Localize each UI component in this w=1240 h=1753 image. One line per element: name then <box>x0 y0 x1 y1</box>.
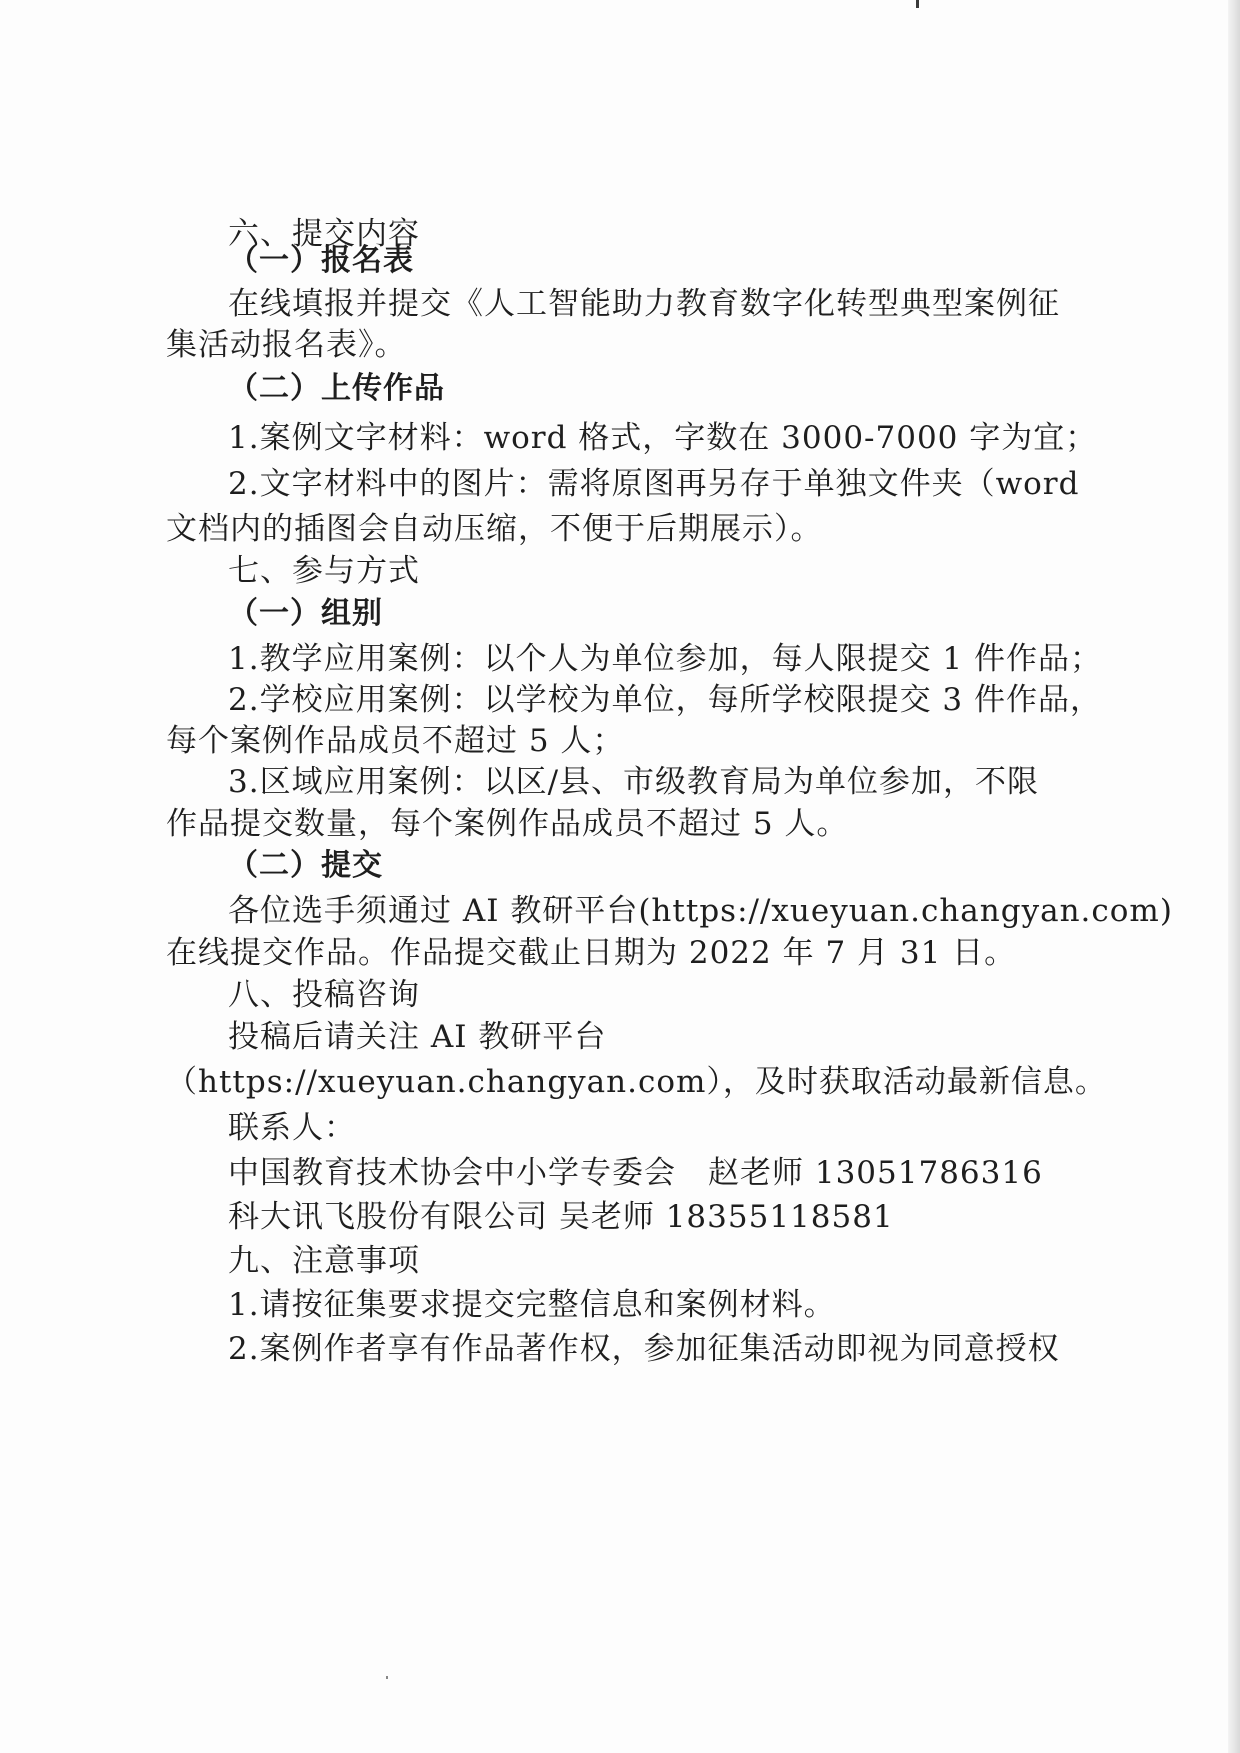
subheading-registration: （一）报名表 <box>228 243 414 278</box>
subheading-groups: （一）组别 <box>228 596 383 631</box>
scan-mark <box>916 0 919 8</box>
paragraph-line: 在线提交作品。作品提交截止日期为 2022 年 7 月 31 日。 <box>166 935 1017 971</box>
contact-label: 联系人： <box>228 1110 356 1146</box>
paragraph-line: 集活动报名表》。 <box>166 327 407 363</box>
contact-line: 科大讯飞股份有限公司 吴老师 18355118581 <box>228 1199 894 1235</box>
list-item: 1.教学应用案例：以个人为单位参加，每人限提交 1 件作品； <box>228 641 1103 677</box>
list-item: 2.案例作者享有作品著作权，参加征集活动即视为同意授权 <box>228 1331 1060 1367</box>
section-heading-9: 九、注意事项 <box>228 1243 420 1279</box>
paragraph-line: 投稿后请关注 AI 教研平台 <box>228 1019 607 1055</box>
paragraph-line: 各位选手须通过 AI 教研平台(https://xueyuan.changyan.com) <box>228 893 1173 929</box>
contact-line: 中国教育技术协会中小学专委会 赵老师 13051786316 <box>228 1155 1043 1191</box>
scan-speck <box>386 1676 388 1679</box>
paragraph-line: 每个案例作品成员不超过 5 人； <box>166 723 625 759</box>
section-heading-7: 七、参与方式 <box>228 553 420 589</box>
paragraph-line: 作品提交数量，每个案例作品成员不超过 5 人。 <box>166 806 849 842</box>
paragraph-line: 文档内的插图会自动压缩，不便于后期展示）。 <box>166 511 823 547</box>
list-item: 3.区域应用案例：以区/县、市级教育局为单位参加，不限 <box>228 764 1040 800</box>
paragraph-line: （https://xueyuan.changyan.com），及时获取活动最新信息。 <box>166 1064 1107 1100</box>
subheading-submit: （二）提交 <box>228 848 383 883</box>
list-item: 1.请按征集要求提交完整信息和案例材料。 <box>228 1287 836 1323</box>
section-heading-6: 六、提交内容 <box>228 216 420 252</box>
list-item: 2.文字材料中的图片：需将原图再另存于单独文件夹（word <box>228 466 1080 502</box>
section-heading-8: 八、投稿咨询 <box>228 977 420 1013</box>
list-item: 1.案例文字材料：word 格式，字数在 3000-7000 字为宜； <box>228 420 1098 456</box>
subheading-upload: （二）上传作品 <box>228 371 445 406</box>
scan-edge-shadow <box>1228 0 1240 1753</box>
list-item: 2.学校应用案例：以学校为单位，每所学校限提交 3 件作品， <box>228 682 1103 718</box>
paragraph-line: 在线填报并提交《人工智能助力教育数字化转型典型案例征 <box>228 286 1060 322</box>
